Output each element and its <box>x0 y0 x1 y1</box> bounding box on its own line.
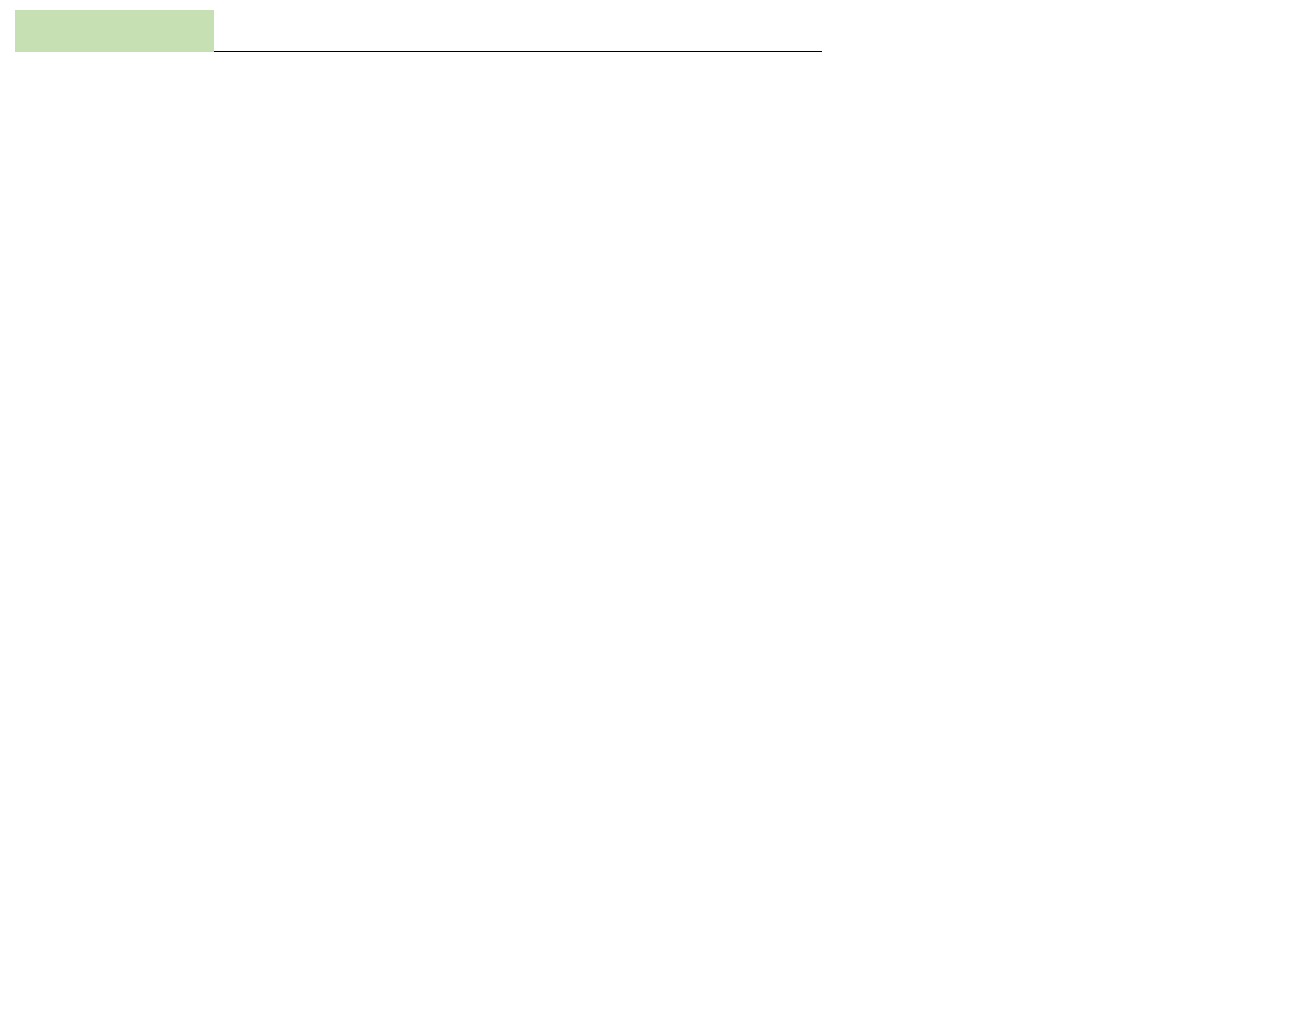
page-badge <box>15 10 214 52</box>
title-underline <box>214 51 822 52</box>
